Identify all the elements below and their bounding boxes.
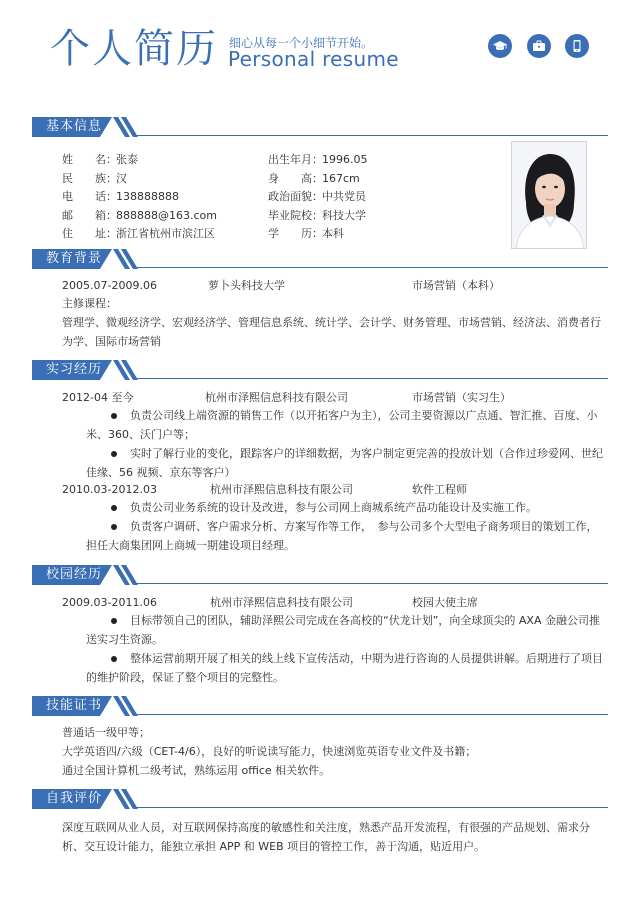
section-divider [132, 583, 608, 585]
job-bullet: 负责公司线上端资源的销售工作（以开拓客户为主），公司主要资源以广点通、智汇推、百度、小米、360、沃门户等； [86, 409, 598, 441]
info-value: 本科 [322, 227, 344, 240]
section-education [32, 249, 608, 269]
job-period: 2012-04 至今 [62, 391, 134, 404]
education-school: 萝卜头科技大学 [208, 279, 285, 292]
section-self-evaluation [32, 789, 608, 809]
campus-bullet: 整体运营前期开展了相关的线上线下宣传活动，中期为进行咨询的人员提供讲解。后期进行了项目的维护阶段，保证了整个项目的完整性。 [86, 652, 603, 684]
info-value: 浙江省杭州市滨江区 [116, 227, 215, 240]
section-divider [132, 714, 608, 716]
skill-line: 通过全国计算机二级考试，熟练运用 office 相关软件。 [62, 764, 331, 777]
section-title: 技能证书 [46, 698, 103, 713]
header-subtitle: Personal resume [228, 47, 399, 71]
section-divider [132, 135, 608, 137]
info-value: 888888@163.com [116, 208, 217, 222]
briefcase-icon [527, 34, 551, 58]
education-major: 市场营销（本科） [412, 279, 500, 292]
job-bullet: 负责客户调研、客户需求分析、方案写作等工作， 参与公司多个大型电子商务项目的策划工作，担任大商集团网上商城一期建设项目经理。 [86, 520, 598, 552]
skill-line: 普通话一级甲等； [62, 726, 150, 739]
campus-company: 杭州市泽熙信息科技有限公司 [210, 596, 353, 609]
campus-bullet: 目标带领自己的团队，辅助泽熙公司完成在各高校的“伏龙计划”，向全球顶尖的 AXA 金融公司推送实习生资源。 [86, 614, 600, 646]
info-label: 姓 名： [62, 153, 117, 166]
section-divider [132, 378, 608, 380]
job-period: 2010.03-2012.03 [62, 483, 157, 496]
page-title: 个人简历 [50, 26, 218, 72]
info-value: 中共党员 [322, 190, 366, 203]
info-value: 科技大学 [322, 208, 366, 222]
info-label: 住 址： [62, 227, 117, 240]
job-bullet: 负责公司业务系统的设计及改进，参与公司网上商城系统产品功能设计及实施工作。 [130, 501, 537, 514]
info-value: 138888888 [116, 190, 179, 203]
section-campus [32, 565, 608, 585]
info-label: 学 历： [268, 227, 323, 240]
section-title: 校园经历 [46, 567, 103, 582]
info-value: 167cm [322, 171, 360, 185]
job-company: 杭州市泽熙信息科技有限公司 [210, 483, 353, 496]
info-value: 汉 [116, 171, 127, 185]
info-value: 张泰 [116, 153, 138, 166]
skill-line: 大学英语四/六级（CET-4/6），良好的听说读写能力，快速浏览英语专业文件及书籍； [62, 745, 477, 758]
section-basic-info [32, 117, 608, 137]
section-divider [132, 807, 608, 809]
phone-icon [565, 34, 589, 58]
education-period: 2005.07-2009.06 [62, 279, 157, 292]
graduation-cap-icon [488, 34, 512, 58]
section-divider [132, 267, 608, 269]
info-label: 出生年月： [268, 153, 323, 166]
info-label: 电 话： [62, 190, 117, 203]
job-bullet: 实时了解行业的变化，跟踪客户的详细数据，为客户制定更完善的投放计划（合作过珍爱网、世纪佳缘、56 视频、京东等客户） [86, 447, 603, 479]
info-value: 1996.05 [322, 153, 368, 166]
section-skills [32, 696, 608, 716]
section-title: 实习经历 [46, 362, 103, 377]
header-slogan: 细心从每一个小细节开始。 [229, 36, 374, 50]
info-label: 民 族： [62, 171, 117, 185]
job-role: 软件工程师 [412, 483, 467, 496]
info-label: 政治面貌： [268, 190, 323, 203]
job-company: 杭州市泽熙信息科技有限公司 [205, 391, 348, 404]
profile-photo [511, 141, 587, 249]
info-label: 身 高： [268, 171, 323, 185]
courses-label: 主修课程： [62, 297, 117, 310]
section-title: 基本信息 [46, 119, 103, 134]
courses-text: 管理学、微观经济学、宏观经济学、管理信息系统、统计学、会计学、财务管理、市场营销、经济法、消费者行为学、国际市场营销 [62, 316, 601, 348]
info-label: 邮 箱： [62, 208, 117, 222]
campus-role: 校园大使主席 [412, 596, 478, 609]
section-title: 自我评价 [46, 791, 103, 806]
campus-period: 2009.03-2011.06 [62, 596, 157, 609]
self-evaluation-text: 深度互联网从业人员，对互联网保持高度的敏感性和关注度，熟悉产品开发流程，有很强的产品规划、需求分析、交互设计能力，能独立承担 APP 和 WEB 项目的管控工作，善于沟通，贴近用户。 [62, 821, 590, 853]
section-internship [32, 360, 608, 380]
job-role: 市场营销（实习生） [412, 391, 511, 404]
info-label: 毕业院校： [268, 208, 323, 222]
section-title: 教育背景 [46, 251, 103, 266]
